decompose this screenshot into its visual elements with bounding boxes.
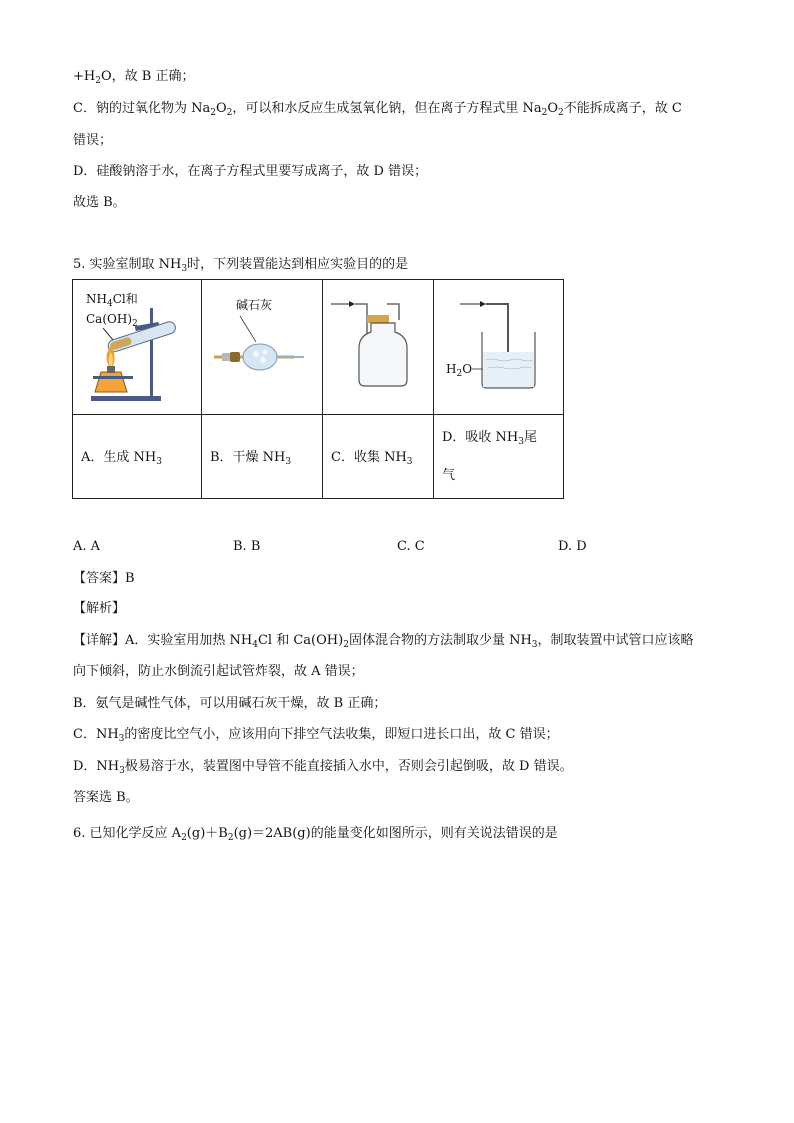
q5-apparatus-table [72, 279, 564, 499]
detail-a-line-2: 向下倾斜，防止水倒流引起试管炸裂，故 A 错误； [73, 664, 364, 679]
option-b: B. B [233, 539, 261, 554]
detail-c-line: C．$NH_3$的密度比空气小，应该用向下排空气法收集，即短口进长口出，故 C 错误； [73, 727, 559, 744]
heating-apparatus-icon [73, 280, 201, 414]
caption-c: C．收集 $NH_3$ [323, 415, 434, 499]
intro-conclusion: 故选 B。 [73, 195, 126, 210]
apparatus-c-cell [323, 280, 434, 415]
intro-line-d: D．硅酸钠溶于水，在离子方程式里要写成离子，故 D 错误； [73, 164, 428, 179]
q6-stem: 6. 已知化学反应 $A_2(g)+B_2(g)=2AB(g)$的能量变化如图所示，则有关说法错误的是 [73, 826, 558, 843]
apparatus-a-label: $NH_4Cl$和 $Ca(OH)_2$ [86, 292, 138, 329]
apparatus-d-label: $H_2O$ [446, 362, 473, 379]
apparatus-a-cell [73, 280, 202, 415]
apparatus-d-cell [434, 280, 564, 415]
caption-d: D．吸收 $NH_3$尾 气 [434, 415, 564, 499]
intro-line-c2: 错误； [73, 133, 113, 148]
drying-tube-icon [202, 280, 322, 414]
analysis-tag: 【解析】 [73, 601, 126, 616]
intro-line-c: C．钠的过氧化物为 $Na_2O_2$，可以和水反应生成氢氧化钠，但在离子方程式里 $Na_2O_2$不能拆成离子，故 C [73, 101, 682, 118]
intro-line-1: $+H_2O$，故 B 正确； [73, 69, 195, 86]
caption-b: B．干燥 $NH_3$ [202, 415, 323, 499]
q5-stem: 5. 实验室制取 $NH_3$时，下列装置能达到相应实验目的的是 [73, 257, 409, 274]
absorption-beaker-icon [434, 280, 563, 414]
apparatus-b-label: 碱石灰 [236, 298, 273, 312]
answer-line: 【答案】B [73, 571, 135, 586]
gas-collection-bottle-icon [323, 280, 433, 414]
option-a: A. A [73, 539, 101, 554]
option-d: D. D [558, 539, 587, 554]
detail-d-line: D．$NH_3$极易溶于水，装置图中导管不能直接插入水中，否则会引起倒吸，故 D 错误。 [73, 759, 573, 776]
detail-b-line: B．氨气是碱性气体，可以用碱石灰干燥，故 B 正确； [73, 696, 387, 711]
option-c: C. C [397, 539, 425, 554]
final-answer: 答案选 B。 [73, 790, 139, 805]
apparatus-b-cell [202, 280, 323, 415]
detail-a-line: 【详解】A．实验室用加热 $NH_4Cl$ 和 $Ca(OH)_2$固体混合物的方法制取少量 $NH_3$，制取装置中试管口应该略 [73, 633, 694, 650]
caption-a: A．生成 $NH_3$ [73, 415, 202, 499]
